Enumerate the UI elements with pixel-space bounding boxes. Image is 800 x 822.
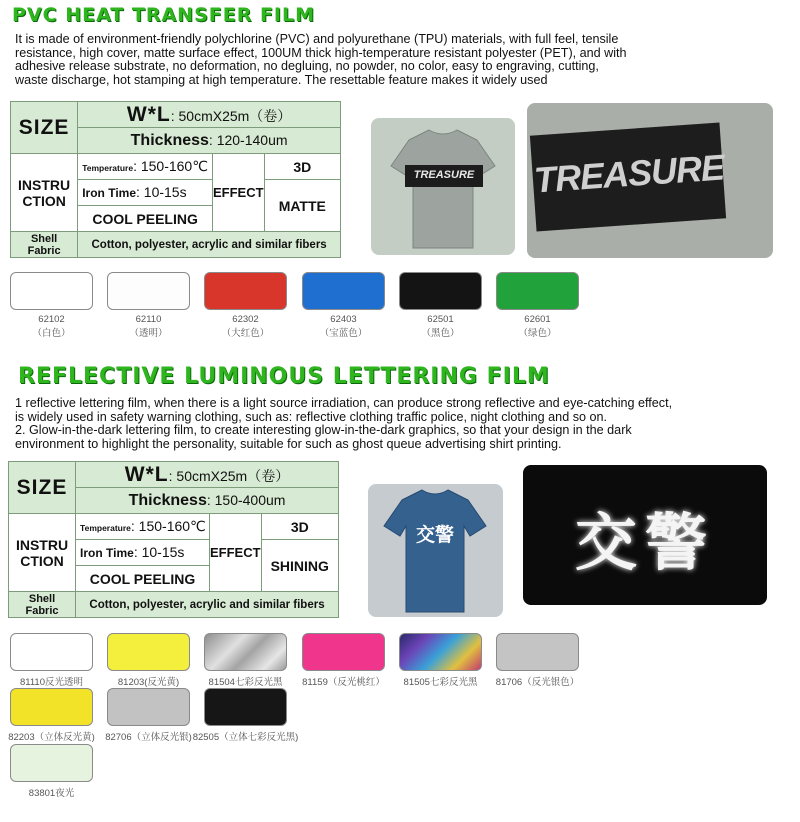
tshirt-image (368, 484, 503, 617)
swatch-caption (107, 314, 190, 339)
swatch-code: 62302 (232, 314, 259, 325)
color-swatch (204, 633, 287, 671)
swatch-code: 62501 (427, 314, 454, 325)
iron-time-value: : 10-15s (133, 543, 185, 560)
thickness-cell (76, 488, 339, 514)
pvc-description (15, 33, 790, 87)
swatch-caption: 82203（立体反光黄) (8, 732, 95, 743)
pvc-desc-line: resistance, high cover, matte surface effect, 100UM thick high-temperature resistant polyester (PET), and with (15, 45, 627, 60)
temperature-label: Temperature (82, 162, 134, 173)
pvc-desc-line: waste discharge, hot stamping at high temperature. The resettable feature makes it widely used (15, 72, 548, 87)
iron-time-cell (76, 540, 210, 566)
peeling-cell: COOL PEELING (78, 206, 213, 232)
pvc-desc-line: adhesive release substrate, no deformation, no degluing, no powder, no color, easy to engraving, cutting, (15, 59, 599, 74)
wl-label: W*L (124, 462, 169, 486)
color-swatch (302, 272, 385, 310)
swatch-caption: 81505七彩反光黑 (403, 677, 478, 688)
pvc-desc-line: It is made of environment-friendly polychlorine (PVC) and polyurethane (TPU) materials, with full feel, tensile (15, 32, 619, 46)
instruction-label (11, 154, 78, 232)
swatch-code: 62110 (135, 314, 162, 325)
thickness-value: : 150-400um (206, 491, 286, 508)
swatch-code: 62102 (38, 314, 65, 325)
wl-cell (78, 102, 341, 128)
color-swatch (204, 272, 287, 310)
swatch-caption: 81203(反光黄) (117, 677, 180, 688)
color-swatch (302, 633, 385, 671)
swatch-color-name: （绿色） (518, 328, 557, 339)
reflective-desc-line: 1 reflective lettering film, when there is a light source irradiation, can produce strong reflective and eye-catching effect, (15, 396, 673, 410)
reflective-description (15, 397, 795, 451)
pvc-spec-table (10, 101, 341, 258)
pvc-heading: PVC HEAT TRANSFER FILM (12, 4, 316, 26)
color-swatch (496, 272, 579, 310)
effect-value: MATTE (264, 180, 340, 232)
reflective-desc-line: is widely used in safety warning clothing, such as: reflective clothing traffic police, night clothing and so on. (15, 409, 607, 424)
swatch-caption (10, 314, 93, 339)
fabric-label-line: Shell (28, 592, 56, 605)
reflective-desc-line: 2. Glow-in-the-dark lettering film, to create interesting glow-in-the-dark graphics, so that your design in the dark (15, 423, 632, 438)
color-swatch (107, 633, 190, 671)
swatch-color-name: （黑色） (421, 328, 460, 339)
color-swatch (10, 744, 93, 782)
fabric-label (9, 592, 76, 618)
instruction-label (9, 514, 76, 592)
swatch-caption: 81110反光透明 (19, 677, 83, 688)
swatch-caption (399, 314, 482, 339)
color-swatch (107, 272, 190, 310)
color-swatch (399, 272, 482, 310)
wl-cell (76, 462, 339, 488)
effect-label: EFFECT (209, 514, 261, 592)
thickness-label: Thickness (128, 491, 207, 509)
color-swatch (10, 688, 93, 726)
temperature-cell (78, 154, 213, 180)
instruction-label-line: INSTRU (18, 176, 71, 193)
pvc-tshirt-photo (371, 118, 515, 255)
size-label: SIZE (11, 102, 78, 154)
swatch-color-name: （大红色） (221, 328, 270, 339)
color-swatch (496, 633, 579, 671)
wl-label: W*L (126, 102, 171, 126)
reflective-closeup-photo (523, 465, 767, 605)
temperature-label: Temperature (80, 522, 131, 533)
instruction-label-line: CTION (20, 552, 64, 569)
closeup-print-text: TREASURE (532, 146, 726, 201)
iron-time-value: : 10-15s (136, 183, 187, 200)
color-swatch (107, 688, 190, 726)
fabric-label (11, 232, 78, 258)
color-swatch (10, 272, 93, 310)
color-swatch (399, 633, 482, 671)
temperature-value: : 150-160℃ (130, 517, 206, 534)
reflective-spec-table (8, 461, 339, 618)
fabric-label-line: Fabric (25, 604, 59, 617)
swatch-color-name: （白色） (32, 328, 71, 339)
peeling-cell: COOL PEELING (76, 566, 210, 592)
swatch-code: 62403 (330, 314, 357, 325)
thickness-value: : 120-140um (208, 131, 288, 148)
reflective-tshirt-photo (368, 484, 503, 617)
effect-label: EFFECT (213, 154, 265, 232)
swatch-caption: 81159（反光桃红） (302, 677, 385, 688)
closeup-print-text: 交警 (574, 506, 715, 579)
color-swatch (10, 633, 93, 671)
iron-time-cell (78, 180, 213, 206)
fabric-value: Cotton, polyester, acrylic and similar fibers (76, 592, 339, 618)
swatch-color-name: （宝蓝色） (319, 328, 368, 339)
fabric-label-line: Shell (30, 232, 58, 245)
reflective-heading: REFLECTIVE LUMINOUS LETTERING FILM (18, 364, 550, 389)
wl-value: : 50cmX25m（卷） (168, 467, 290, 484)
swatch-color-name: （透明） (129, 328, 168, 339)
effect-3d: 3D (264, 154, 340, 180)
swatch-caption (302, 314, 385, 339)
swatch-caption: 81706（反光银色） (495, 677, 580, 688)
swatch-caption (496, 314, 579, 339)
swatch-caption (204, 314, 287, 339)
swatch-caption: 82505（立体七彩反光黑) (192, 732, 299, 743)
fabric-value: Cotton, polyester, acrylic and similar fibers (78, 232, 341, 258)
effect-value: SHINING (261, 540, 338, 592)
pvc-closeup-photo (527, 103, 773, 258)
instruction-label-line: INSTRU (15, 536, 69, 553)
swatch-caption: 83801夜光 (28, 788, 75, 799)
color-swatch (204, 688, 287, 726)
iron-time-label: Iron Time (82, 185, 136, 200)
swatch-caption: 81504七彩反光黑 (208, 677, 283, 688)
swatch-caption: 82706（立体反光银) (105, 732, 192, 743)
iron-time-label: Iron Time (80, 545, 134, 560)
temperature-cell (76, 514, 210, 540)
thickness-label: Thickness (130, 131, 209, 149)
fabric-label-line: Fabric (27, 244, 61, 257)
tshirt-print-text: TREASURE (413, 169, 475, 181)
effect-3d: 3D (261, 514, 338, 540)
tshirt-print-text: 交警 (415, 524, 454, 546)
size-label: SIZE (9, 462, 76, 514)
temperature-value: : 150-160℃ (133, 157, 208, 174)
thickness-cell (78, 128, 341, 154)
swatch-code: 62601 (524, 314, 551, 325)
reflective-desc-line: environment to highlight the personality, suitable for such as ghost queue advertising shirt printing. (15, 436, 562, 451)
instruction-label-line: CTION (22, 192, 66, 209)
tshirt-image (371, 118, 515, 255)
wl-value: : 50cmX25m（卷） (170, 107, 292, 124)
